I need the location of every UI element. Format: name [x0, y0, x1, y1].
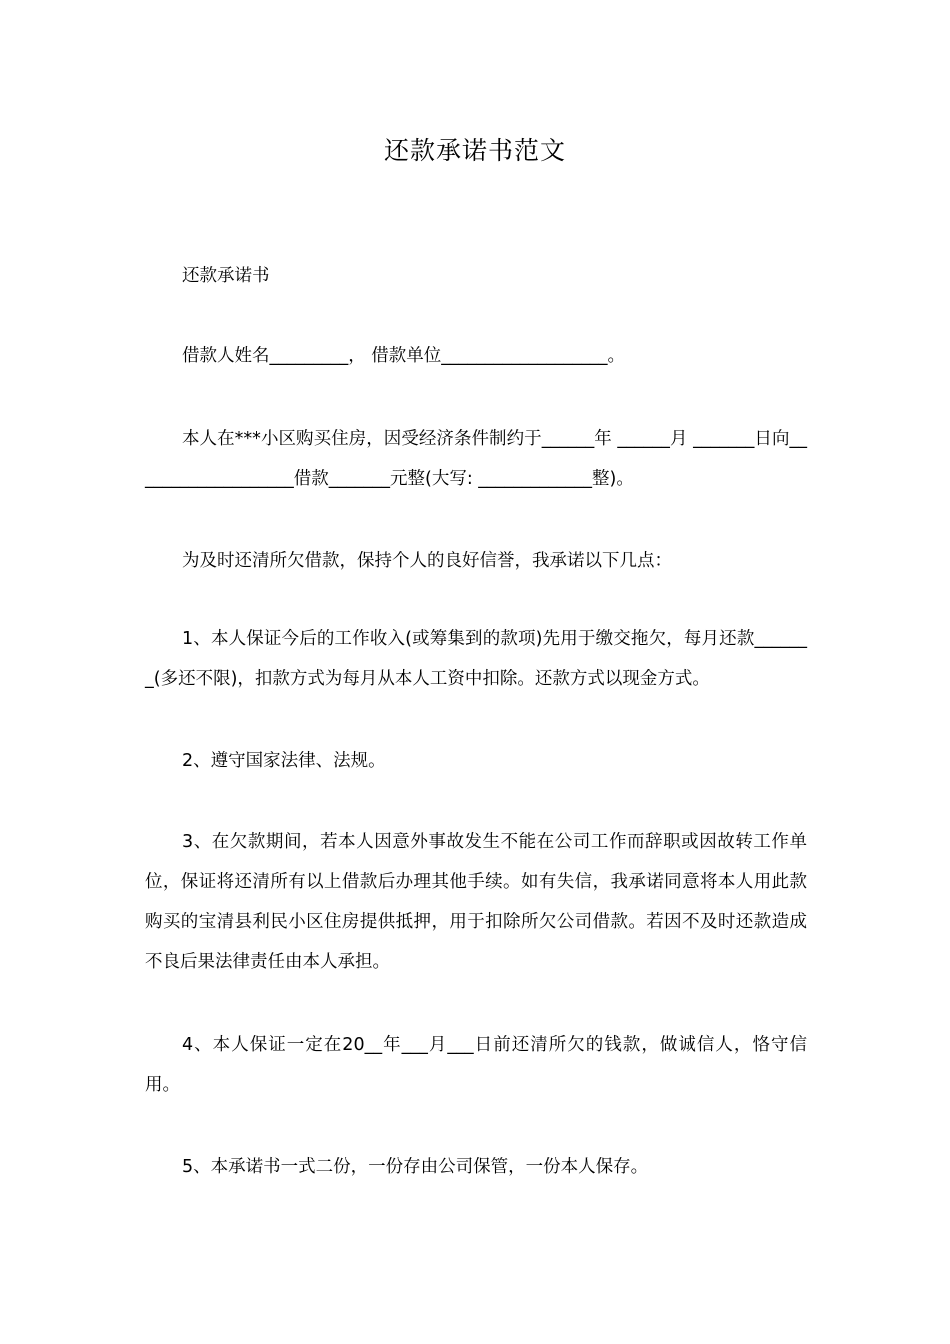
pledge-item-3: 3、在欠款期间，若本人因意外事故发生不能在公司工作而辞职或因故转工作单位，保证将还清所有以上借款后办理其他手续。如有失信，我承诺同意将本人用此款购买的宝清县利民小区住房提供抵押，用于扣除所欠公司借款。若因不及时还款造成不良后果法律责任由本人承担。	[145, 832, 807, 972]
document-subtitle: 还款承诺书	[182, 266, 270, 286]
pledge-item-5: 5、本承诺书一式二份，一份存由公司保管，一份本人保存。	[182, 1157, 649, 1177]
document-title: 还款承诺书范文	[383, 136, 566, 165]
intro-paragraph: 本人在***小区购买住房，因受经济条件制约于______年 ______月 _______日向___________________借款_______元整(大写: _____________整)。	[145, 429, 807, 489]
pledge-intro-paragraph: 为及时还清所欠借款，保持个人的良好信誉，我承诺以下几点：	[182, 551, 672, 571]
borrower-info-paragraph: 借款人姓名_________， 借款单位___________________。	[182, 346, 626, 366]
pledge-item-4: 4、本人保证一定在20__年___月___日前还清所欠的钱款，做诚信人，恪守信用。	[145, 1035, 807, 1095]
pledge-item-1: 1、本人保证今后的工作收入(或筹集到的款项)先用于缴交拖欠，每月还款_______(多还不限)，扣款方式为每月从本人工资中扣除。还款方式以现金方式。	[145, 629, 807, 689]
pledge-item-2: 2、遵守国家法律、法规。	[182, 751, 386, 771]
